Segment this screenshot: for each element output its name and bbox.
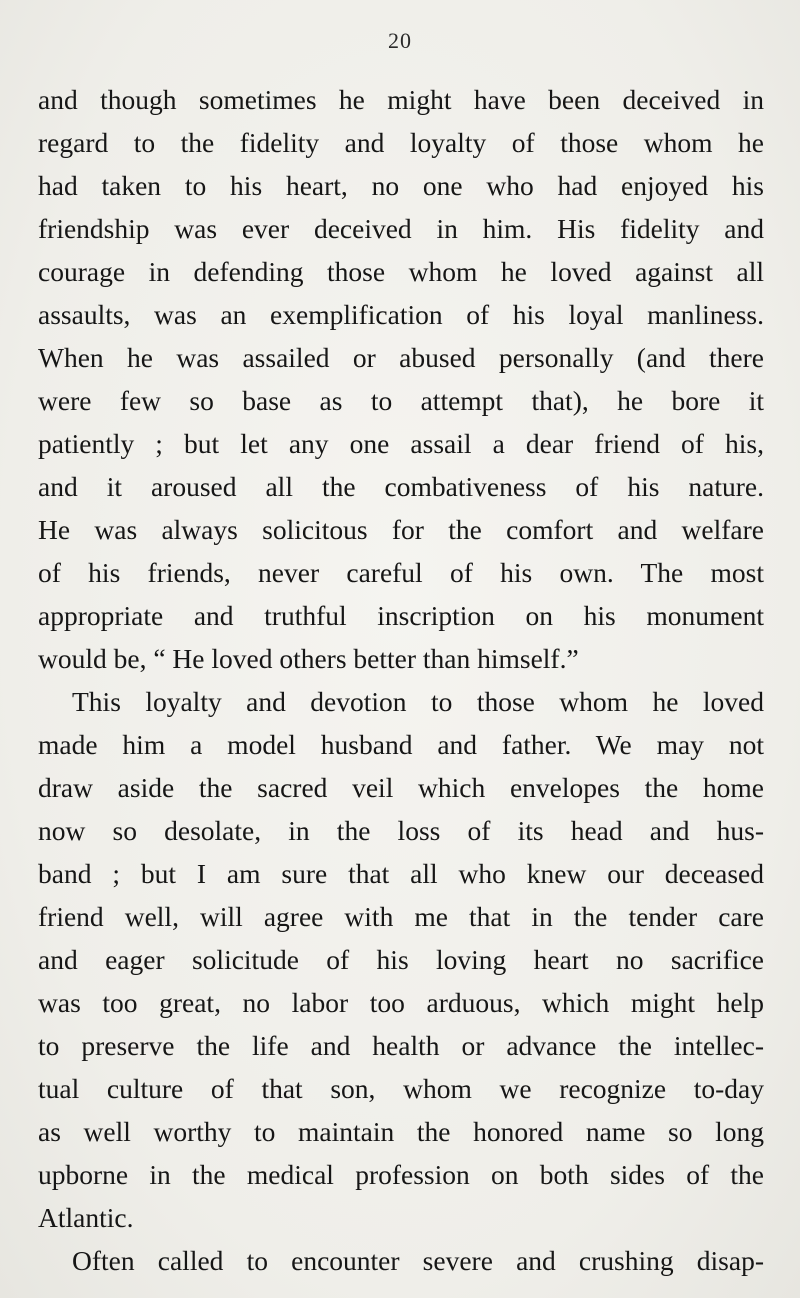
text-line: to preserve the life and health or advance the intellec- — [38, 1030, 764, 1061]
text-line: regard to the fidelity and loyalty of those whom he — [38, 127, 764, 158]
text-line: Atlantic. — [38, 1202, 134, 1233]
text-line: and eager solicitude of his loving heart no sacrifice — [38, 944, 764, 975]
text-line: appropriate and truthful inscription on his monument — [38, 600, 764, 631]
text-line: tual culture of that son, whom we recognize to-day — [38, 1073, 764, 1104]
text-line: had taken to his heart, no one who had enjoyed his — [38, 170, 764, 201]
text-line: assaults, was an exemplification of his loyal manliness. — [38, 299, 764, 330]
text-line: now so desolate, in the loss of its head and hus- — [38, 815, 764, 846]
text-line: band ; but I am sure that all who knew our deceased — [38, 858, 764, 889]
page-number: 20 — [388, 28, 412, 53]
paragraph-start-line: This loyalty and devotion to those whom he loved — [72, 686, 764, 717]
text-line: When he was assailed or abused personally (and there — [38, 342, 764, 373]
text-line: draw aside the sacred veil which envelopes the home — [38, 772, 764, 803]
text-line: of his friends, never careful of his own. The most — [38, 557, 764, 588]
text-line: would be, “ He loved others better than himself.” — [38, 643, 579, 674]
text-line: was too great, no labor too arduous, which might help — [38, 987, 764, 1018]
text-line: and though sometimes he might have been deceived in — [38, 84, 764, 115]
text-line: patiently ; but let any one assail a dear friend of his, — [38, 428, 764, 459]
text-line: courage in defending those whom he loved against all — [38, 256, 764, 287]
body-text — [38, 78, 764, 1282]
text-line: upborne in the medical profession on both sides of the — [38, 1159, 764, 1190]
text-line: friendship was ever deceived in him. His fidelity and — [38, 213, 764, 244]
paragraph-start-line: Often called to encounter severe and crushing disap- — [72, 1245, 764, 1276]
text-line: made him a model husband and father. We may not — [38, 729, 764, 760]
text-line: and it aroused all the combativeness of his nature. — [38, 471, 764, 502]
text-line: friend well, will agree with me that in the tender care — [38, 901, 764, 932]
text-line: as well worthy to maintain the honored name so long — [38, 1116, 764, 1147]
text-line: were few so base as to attempt that), he bore it — [38, 385, 764, 416]
text-line: He was always solicitous for the comfort and welfare — [38, 514, 764, 545]
